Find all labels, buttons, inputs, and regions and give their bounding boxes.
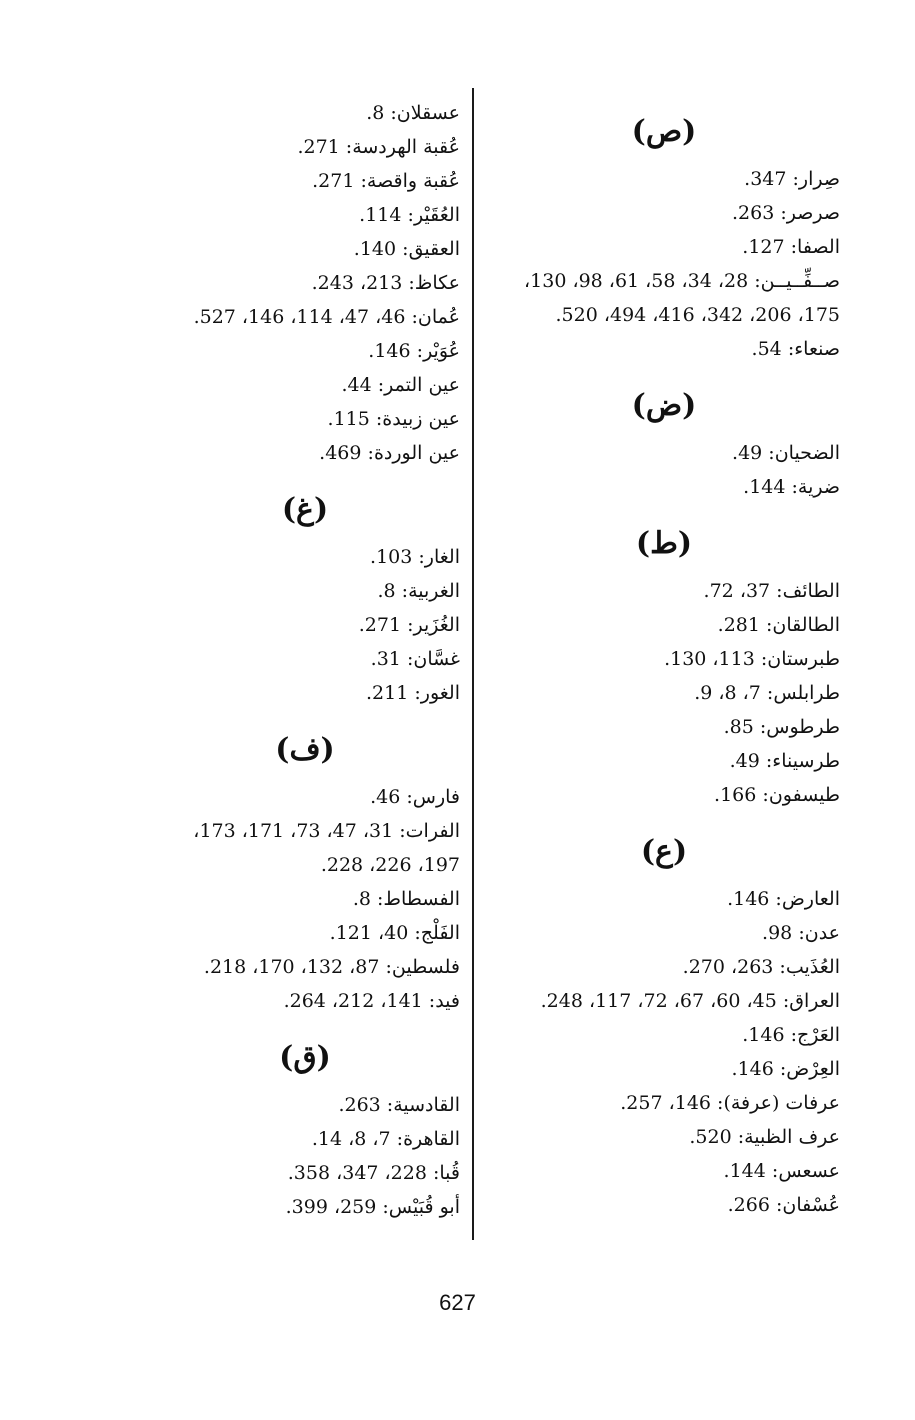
place-name: فارس (412, 786, 460, 808)
page-references: 347. (744, 168, 787, 190)
index-entry (488, 642, 840, 676)
index-entry (488, 608, 840, 642)
index-section (488, 822, 840, 1222)
place-name: فيد (435, 990, 460, 1012)
index-entry (150, 198, 460, 232)
index-entry (488, 574, 840, 608)
place-name: القاهرة (403, 1128, 460, 1150)
entry-separator: : (773, 956, 786, 978)
page-references: 263. (338, 1094, 381, 1116)
entry-separator: : (770, 580, 783, 602)
index-column-left (150, 96, 460, 1224)
page-references: 228، 347، 358. (287, 1162, 427, 1184)
page-references: 31، 47، 73، 171، 173، 197، 226، 228. (193, 820, 460, 876)
index-entry (150, 608, 460, 642)
place-name: عكاظ (414, 272, 460, 294)
index-entry (488, 1052, 840, 1086)
index-entry (488, 1120, 840, 1154)
place-name: العُقَيْر (413, 204, 460, 226)
index-entry (150, 540, 460, 574)
index-entry (150, 1088, 460, 1122)
place-name: عين الوردة (373, 442, 460, 464)
page-references: 520. (689, 1126, 732, 1148)
entry-separator: : (339, 136, 353, 158)
index-entry (150, 1190, 460, 1224)
place-name: عين التمر (384, 374, 460, 396)
index-section (150, 96, 460, 470)
entry-separator: : (412, 546, 425, 568)
page-references: 49. (729, 750, 760, 772)
page-references: 146. (731, 1058, 774, 1080)
page-references: 7، 8، 9. (694, 682, 761, 704)
letter-heading: (ض) (631, 388, 697, 423)
place-name: عرفات (عرفة) (723, 1092, 840, 1114)
page-references: 259، 399. (285, 1196, 377, 1218)
entry-separator: : (760, 682, 774, 704)
entry-separator: : (756, 784, 769, 806)
place-name: صــفِّــيــن (760, 270, 840, 292)
place-name: طرطوس (766, 716, 840, 738)
entry-separator: : (354, 170, 367, 192)
index-entry (488, 710, 840, 744)
page-references: 31. (370, 648, 401, 670)
index-entry (488, 470, 840, 504)
page-references: 87، 132، 170، 218. (203, 956, 380, 978)
index-entry (150, 334, 460, 368)
place-name: العَرْج (797, 1024, 840, 1046)
index-entry (150, 916, 460, 950)
entry-separator: : (390, 1128, 404, 1150)
entry-separator: : (781, 338, 795, 360)
place-name: طبرستان (767, 648, 840, 670)
place-name: عسقلان (396, 102, 460, 124)
entry-separator: : (765, 1160, 779, 1182)
entry-separator: : (369, 408, 383, 430)
entry-separator: : (370, 888, 384, 910)
page-references: 44. (341, 374, 372, 396)
letter-heading: (ط) (635, 526, 693, 561)
index-section (488, 376, 840, 504)
page-references: 146. (727, 888, 770, 910)
index-entry (150, 130, 460, 164)
entry-separator: : (786, 168, 799, 190)
page-references: 103. (370, 546, 413, 568)
index-entry (488, 676, 840, 710)
letter-heading: (ص) (631, 114, 697, 149)
entry-separator: : (759, 750, 773, 772)
index-entry (488, 1086, 840, 1120)
place-name: أبو قُبَيْس (388, 1196, 460, 1218)
letter-heading: (ف) (275, 732, 335, 767)
entry-separator: : (405, 306, 418, 328)
page-references: 49. (732, 442, 763, 464)
place-name: القادسية (393, 1094, 460, 1116)
place-name: عُمان (417, 306, 460, 328)
place-name: طرسيناء (772, 750, 840, 772)
page-references: 263، 270. (682, 956, 774, 978)
place-name: الفرات (405, 820, 460, 842)
place-name: العارض (781, 888, 840, 910)
place-name: عدن (804, 922, 840, 944)
page-references: 146. (742, 1024, 785, 1046)
page-references: 46، 47، 114، 146، 527. (193, 306, 406, 328)
page-references: 127. (742, 236, 785, 258)
entry-separator: : (769, 888, 782, 910)
page-references: 213، 243. (311, 272, 403, 294)
index-entry (150, 574, 460, 608)
place-name: الغُزَير (413, 614, 460, 636)
place-name: العِرْض (786, 1058, 840, 1080)
entry-separator: : (754, 648, 768, 670)
index-entry (150, 232, 460, 266)
place-name: العُذَيب (785, 956, 840, 978)
entry-separator: : (401, 614, 414, 636)
index-entry (488, 196, 840, 230)
page-references: 45، 60، 67، 72، 117، 248. (540, 990, 777, 1012)
entry-separator: : (408, 922, 421, 944)
letter-heading: (ع) (640, 834, 688, 869)
entry-separator: : (773, 1058, 787, 1080)
page-references: 166. (714, 784, 757, 806)
entry-separator: : (384, 102, 397, 124)
page-references: 85. (723, 716, 754, 738)
index-entry (488, 1018, 840, 1052)
index-entry (150, 780, 460, 814)
index-entry (488, 916, 840, 950)
entry-separator: : (400, 786, 413, 808)
entry-separator: : (792, 922, 805, 944)
place-name: قُبا (439, 1162, 460, 1184)
entry-separator: : (410, 340, 424, 362)
page-references: 141، 212، 264. (283, 990, 423, 1012)
entry-separator: : (784, 1024, 798, 1046)
index-column-right (488, 96, 840, 1222)
entry-separator: : (753, 716, 767, 738)
page-references: 28، 34، 58، 61، 98، 130، 175، 206، 342، 416، 494، 520. (524, 270, 840, 326)
place-name: الغور (420, 682, 460, 704)
entry-separator: : (774, 202, 787, 224)
page-references: 8. (352, 888, 371, 910)
place-name: عُقبة الهردسة (352, 136, 460, 158)
page-references: 115. (327, 408, 370, 430)
entry-separator: : (393, 820, 406, 842)
place-name: عُوَيْر (423, 340, 460, 362)
place-name: صنعاء (794, 338, 840, 360)
page-references: 211. (366, 682, 409, 704)
index-entry (488, 950, 840, 984)
page-references: 8. (377, 580, 396, 602)
place-name: الصفا (797, 236, 840, 258)
place-name: الغربية (408, 580, 460, 602)
place-name: الطالقان (772, 614, 840, 636)
entry-separator: : (748, 270, 761, 292)
index-entry (488, 162, 840, 196)
place-name: الطائف (782, 580, 840, 602)
page-references: 146. (368, 340, 411, 362)
entry-separator: : (371, 374, 385, 396)
index-entry (488, 778, 840, 812)
entry-separator: : (401, 204, 414, 226)
page-references: 266. (727, 1194, 770, 1216)
place-name: طيسفون (768, 784, 840, 806)
entry-separator: : (731, 1126, 745, 1148)
page-number: 627 (439, 1290, 476, 1315)
index-entry (488, 264, 840, 332)
entry-separator: : (711, 1092, 724, 1114)
entry-separator: : (769, 1194, 783, 1216)
index-entry (150, 368, 460, 402)
index-entry (488, 1188, 840, 1222)
place-name: عسعس (778, 1160, 840, 1182)
entry-separator: : (426, 1162, 440, 1184)
entry-separator: : (408, 682, 421, 704)
page-references: 46. (370, 786, 401, 808)
index-entry (150, 642, 460, 676)
page-references: 40، 121. (329, 922, 409, 944)
index-entry (150, 96, 460, 130)
place-name: ضرية (797, 476, 840, 498)
index-entry (488, 882, 840, 916)
place-name: العقيق (408, 238, 460, 260)
place-name: الفَلْج (420, 922, 460, 944)
index-section (150, 480, 460, 710)
index-entry (150, 402, 460, 436)
entry-separator: : (762, 442, 775, 464)
page-references: 113، 130. (664, 648, 755, 670)
index-entry (488, 332, 840, 366)
page-references: 271. (312, 170, 355, 192)
entry-separator: : (395, 580, 409, 602)
page-references: 8. (366, 102, 385, 124)
entry-separator: : (776, 990, 790, 1012)
index-entry (488, 1154, 840, 1188)
page-references: 140. (353, 238, 397, 260)
place-name: عُسْفان (782, 1194, 840, 1216)
letter-heading: (غ) (281, 492, 329, 527)
page-references: 281. (717, 614, 760, 636)
index-entry (488, 744, 840, 778)
place-name: عرف الظبية (744, 1126, 840, 1148)
page-references: 54. (751, 338, 782, 360)
entry-separator: : (759, 614, 773, 636)
index-entry (150, 676, 460, 710)
entry-separator: : (422, 990, 436, 1012)
column-divider (472, 88, 474, 1240)
index-entry (150, 436, 460, 470)
place-name: غسَّان (413, 648, 460, 670)
page-references: 144. (743, 476, 786, 498)
page-references: 469. (319, 442, 362, 464)
entry-separator: : (402, 272, 415, 294)
index-entry (150, 814, 460, 882)
entry-separator: : (379, 956, 392, 978)
page-references: 98. (762, 922, 793, 944)
index-entry (150, 1122, 460, 1156)
place-name: طرابلس (773, 682, 840, 704)
place-name: عين زبيدة (382, 408, 460, 430)
letter-heading: (ق) (279, 1040, 331, 1075)
entry-separator: : (400, 648, 414, 670)
page-references: 271. (297, 136, 340, 158)
entry-separator: : (376, 1196, 389, 1218)
place-name: الغار (424, 546, 460, 568)
page-references: 37، 72. (703, 580, 771, 602)
place-name: صِرار (798, 168, 840, 190)
index-section (488, 102, 840, 366)
place-name: الضحيان (774, 442, 840, 464)
index-entry (150, 164, 460, 198)
index-entry (150, 984, 460, 1018)
index-entry (488, 230, 840, 264)
page-references: 114. (359, 204, 402, 226)
index-entry (488, 436, 840, 470)
index-entry (488, 984, 840, 1018)
place-name: صرصر (786, 202, 840, 224)
index-entry (150, 266, 460, 300)
entry-separator: : (396, 238, 409, 260)
index-entry (150, 950, 460, 984)
place-name: العراق (789, 990, 840, 1012)
index-section (150, 720, 460, 1018)
page-references: 7، 8، 14. (311, 1128, 391, 1150)
entry-separator: : (361, 442, 374, 464)
index-section (488, 514, 840, 812)
page-references: 271. (358, 614, 402, 636)
page-references: 144. (723, 1160, 766, 1182)
index-entry (150, 1156, 460, 1190)
page-references: 146، 257. (620, 1092, 711, 1114)
entry-separator: : (785, 476, 798, 498)
index-entry (150, 300, 460, 334)
place-name: الفسطاط (383, 888, 460, 910)
place-name: فلسطين (391, 956, 460, 978)
entry-separator: : (380, 1094, 394, 1116)
index-entry (150, 882, 460, 916)
page-references: 263. (732, 202, 775, 224)
entry-separator: : (784, 236, 798, 258)
index-section (150, 1028, 460, 1224)
place-name: عُقبة واقصة (366, 170, 460, 192)
